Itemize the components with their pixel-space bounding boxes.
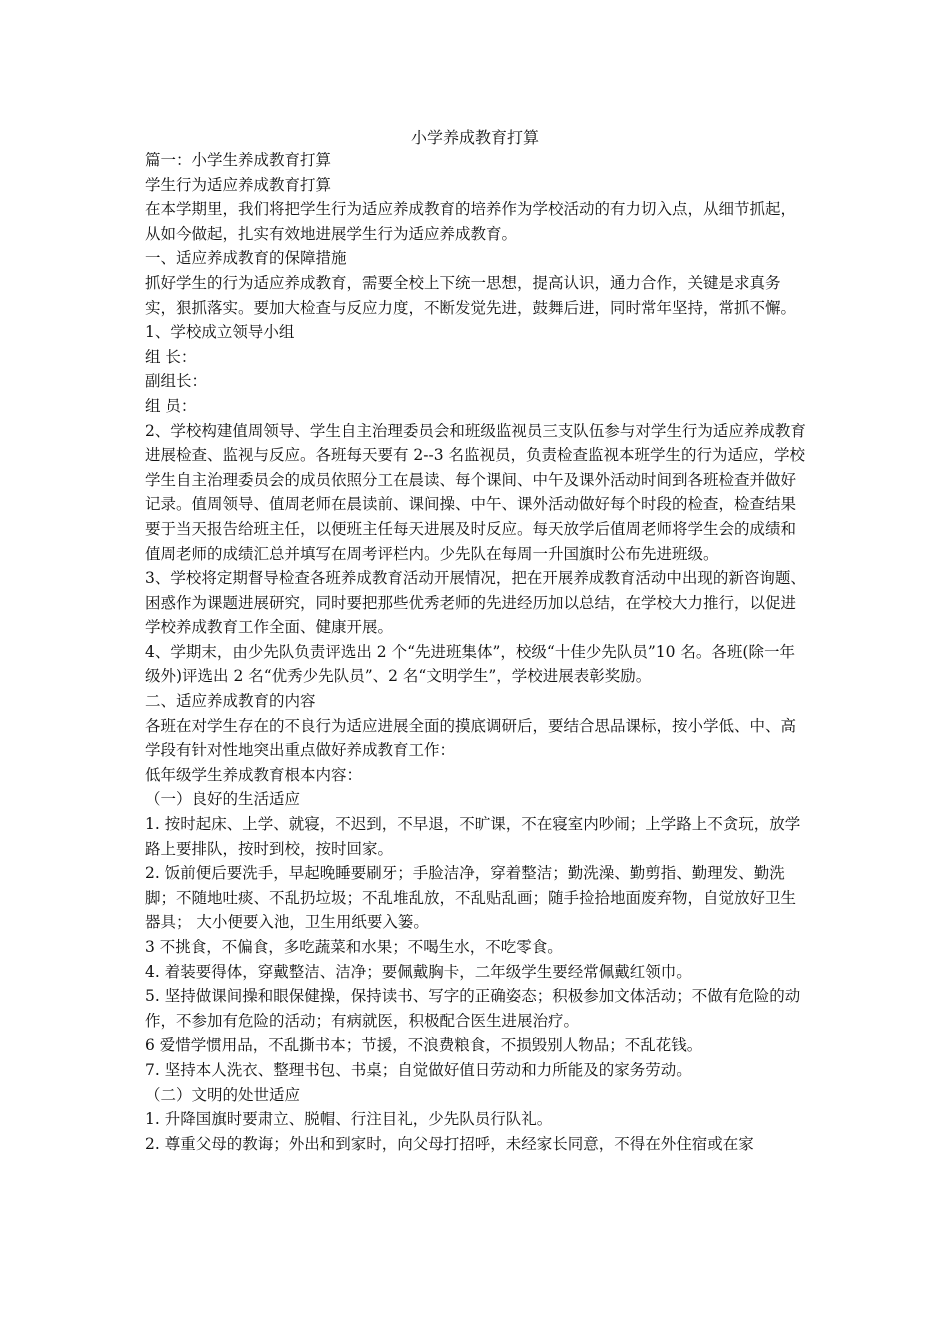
paragraph: 7. 坚持本人洗衣、整理书包、书桌；自觉做好值日劳动和力所能及的家务劳动。	[145, 1060, 692, 1079]
paragraph: 5. 坚持做课间操和眼保健操，保持读书、写字的正确姿态；积极参加文体活动；不做有危险的动作，不参加有危险的活动；有病就医，积极配合医生进展治疗。	[145, 987, 801, 1030]
paragraph: 2. 饭前便后要洗手，早起晚睡要刷牙；手脸洁净，穿着整洁；勤洗澡、勤剪指、勤理发、勤洗脚；不随地吐痰、不乱扔垃圾；不乱堆乱放，不乱贴乱画；随手捡拾地面废弃物，自觉放好卫生器具； 大小便要入池，卫生用纸要入篓。	[145, 864, 797, 932]
paragraph: 1、学校成立领导小组	[145, 323, 295, 342]
paragraph: 在本学期里，我们将把学生行为适应养成教育的培养作为学校活动的有力切入点，从细节抓起，从如今做起，扎实有效地进展学生行为适应养成教育。	[145, 200, 797, 243]
paragraph: 4、学期末，由少先队负责评选出 2 个“先进班集体”，校级“十佳少先队员”10 名。各班(除一年级外)评选出 2 名“优秀少先队员”、2 名“文明学生”，学校进展表彰奖励。	[145, 642, 795, 686]
paragraph: 一、适应养成教育的保障措施	[145, 249, 347, 268]
paragraph: 学生行为适应养成教育打算	[145, 175, 332, 194]
paragraph: 组 长：	[145, 347, 197, 366]
paragraph: 副组长：	[145, 372, 208, 391]
paragraph: 2. 尊重父母的教诲；外出和到家时，向父母打招呼，未经家长同意，不得在外住宿或在家	[145, 1134, 754, 1153]
paragraph: （二）文明的处世适应	[145, 1085, 301, 1104]
document-title: 小学养成教育打算	[410, 128, 539, 147]
paragraph: 6 爱惜学惯用品，不乱撕书本；节援，不浪费粮食，不损毁别人物品；不乱花钱。	[145, 1036, 703, 1055]
paragraph: 1. 升降国旗时要肃立、脱帽、行注目礼，少先队员行队礼。	[145, 1110, 553, 1129]
paragraph: 4. 着装要得体，穿戴整洁、洁净；要佩戴胸卡，二年级学生要经常佩戴红领巾。	[145, 962, 692, 981]
paragraph: 低年级学生养成教育根本内容：	[145, 765, 363, 784]
paragraph: 篇一：小学生养成教育打算	[145, 151, 332, 169]
paragraph: 3、学校将定期督导检查各班养成教育活动开展情况，把在开展养成教育活动中出现的新咨询题、困惑作为课题进展研究，同时要把那些优秀老师的先进经历加以总结，在学校大力推行，以促进学校养成教育工作全面、健康开展。	[145, 569, 806, 637]
document-body	[145, 148, 810, 1156]
paragraph: 各班在对学生存在的不良行为适应进展全面的摸底调研后，要结合思品课标，按小学低、中、高学段有针对性地突出重点做好养成教育工作：	[145, 716, 797, 760]
paragraph: （一）良好的生活适应	[145, 790, 301, 809]
paragraph: 1. 按时起床、上学、就寝，不迟到，不早退，不旷课，不在寝室内吵闹；上学路上不贪玩，放学路上要排队，按时到校，按时回家。	[145, 815, 801, 858]
paragraph: 二、适应养成教育的内容	[145, 692, 316, 711]
paragraph: 3 不挑食，不偏食，多吃蔬菜和水果；不喝生水，不吃零食。	[145, 938, 563, 956]
paragraph: 组 员：	[145, 396, 197, 415]
paragraph: 2、学校构建值周领导、学生自主治理委员会和班级监视员三支队伍参与对学生行为适应养成教育进展检查、监视与反应。各班每天要有 2--3 名监视员，负责检查监视本班学生的行为适应，学校学生自主治理委员会的成员依照分工在晨读、每个课间、中午及课外活动时间到各班检查并做好记录。值周领导、值周老师在晨读前、课间操、中午、课外活动做好每个时段的检查，检查结果要于当天报告给班主任，以便班主任每天进展及时反应。每天放学后值周老师将学生会的成绩和值周老师的成绩汇总并填写在周考评栏内。少先队在每周一升国旗时公布先进班级。	[145, 421, 806, 563]
paragraph: 抓好学生的行为适应养成教育，需要全校上下统一思想，提高认识，通力合作，关键是求真务实，狠抓落实。要加大检查与反应力度，不断发觉先进，鼓舞后进，同时常年坚持，常抓不懈。	[145, 273, 797, 317]
